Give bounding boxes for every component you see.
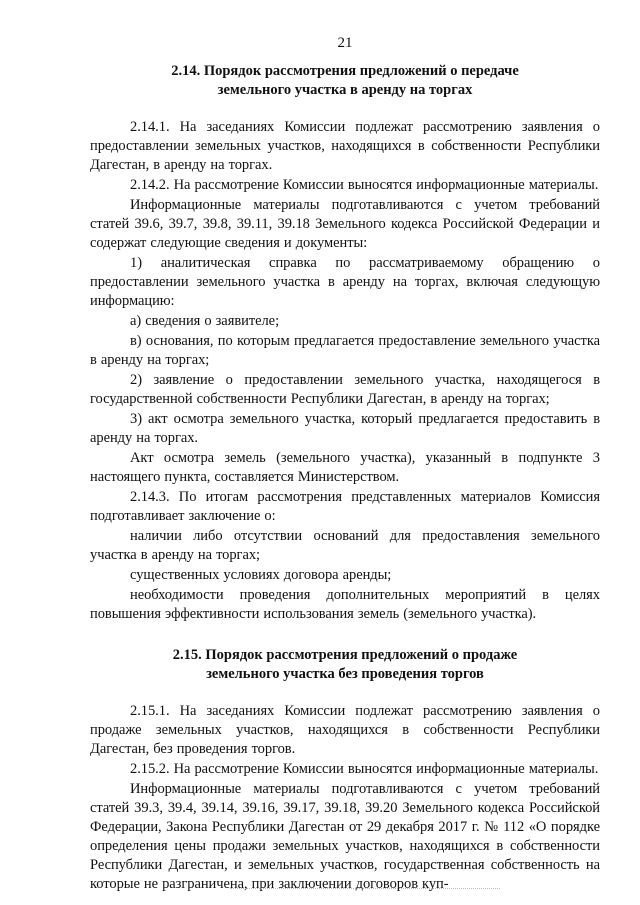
footer-divider xyxy=(230,888,500,889)
page-number: 21 xyxy=(337,35,353,51)
paragraph: 2.14.1. На заседаниях Комиссии подлежат рассмотрению заявления о предоставлении земельных участков, находящихся в собственности Республики Дагестан, в аренду на торгах. xyxy=(90,119,600,173)
paragraph: 2) заявление о предоставлении земельного участка, находящегося в государственной собственности Республики Дагестан, в аренду на торгах; xyxy=(90,372,600,407)
paragraph: 2.14.3. По итогам рассмотрения представленных материалов Комиссия подготавливает заключение о: xyxy=(90,489,600,524)
paragraph: 3) акт осмотра земельного участка, который предлагается предоставить в аренду на торгах. xyxy=(90,411,600,446)
paragraph: 2.15.2. На рассмотрение Комиссии выносятся информационные материалы. xyxy=(130,761,599,777)
section-title-line: земельного участка в аренду на торгах xyxy=(217,82,473,98)
paragraph: Акт осмотра земель (земельного участка), указанный в подпункте 3 настоящего пункта, составляется Министерством. xyxy=(90,450,600,485)
paragraph: 1) аналитическая справка по рассматриваемому обращению о предоставлении земельного участка в аренду на торгах, включая следующую информацию: xyxy=(90,255,600,309)
section-title-line: 2.14. Порядок рассмотрения предложений о передаче xyxy=(171,63,519,79)
section-title-line: 2.15. Порядок рассмотрения предложений о продаже xyxy=(172,647,518,663)
paragraph: необходимости проведения дополнительных мероприятий в целях повышения эффективности использования земель (земельного участка). xyxy=(90,587,600,622)
paragraph: существенных условиях договора аренды; xyxy=(130,567,392,583)
paragraph: а) сведения о заявителе; xyxy=(130,313,280,329)
paragraph: Информационные материалы подготавливаются с учетом требований статей 39.6, 39.7, 39.8, 39.11, 39.18 Земельного кодекса Российской Федерации и содержат следующие сведения и документы: xyxy=(90,197,600,251)
paragraph: в) основания, по которым предлагается предоставление земельного участка в аренду на торгах; xyxy=(90,333,600,368)
section-title-2-15 xyxy=(90,646,600,684)
section-body-2-15 xyxy=(90,702,600,894)
paragraph: 2.15.1. На заседаниях Комиссии подлежат рассмотрению заявления о продаже земельных участков, находящихся в собственности Республики Дагестан, без проведения торгов. xyxy=(90,703,600,757)
paragraph: наличии либо отсутствии оснований для предоставления земельного участка в аренду на торгах; xyxy=(90,528,600,563)
section-body-2-14 xyxy=(90,118,600,624)
section-title-line: земельного участка без проведения торгов xyxy=(206,666,484,682)
paragraph: Информационные материалы подготавливаются с учетом требований статей 39.3, 39.4, 39.14, 39.16, 39.17, 39.18, 39.20 Земельного кодекса Российской Федерации, Закона Республики Дагестан от 29 декабря 2017 г. № 112 «О порядке определения цены продажи земельных участков, находящихся в собственности Республики Дагестан, и земельных участков, государственная собственность на которые не разграничена, при заключении договоров куп- xyxy=(90,781,600,892)
section-title-2-14 xyxy=(90,62,600,100)
paragraph: 2.14.2. На рассмотрение Комиссии выносятся информационные материалы. xyxy=(130,177,599,193)
